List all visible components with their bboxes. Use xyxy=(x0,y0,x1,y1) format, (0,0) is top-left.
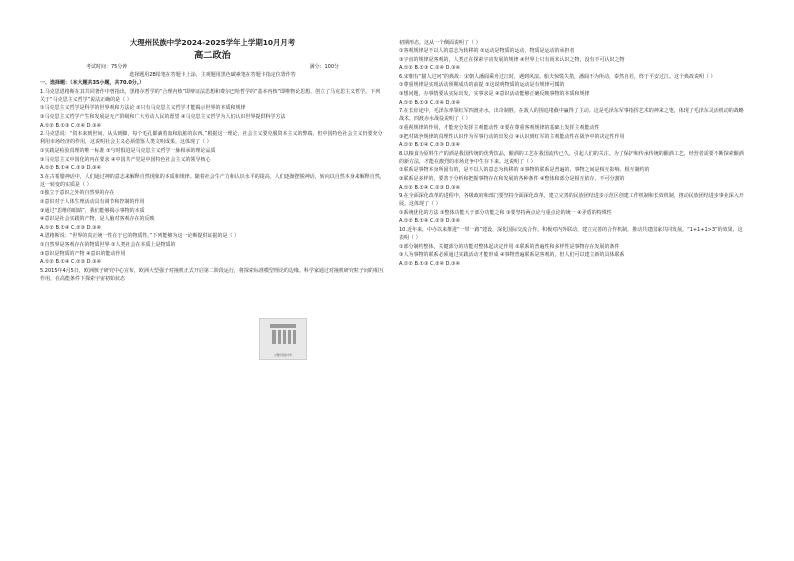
exam-title: 大理州民族中学2024-2025学年上学期10月月考 xyxy=(129,38,296,47)
question-line: 5.2015年4月5日，欧洲核子研究中心宣布，欧洲大型强子对撞机正式开启第二阶段运行，将探索标准模型理论的边缘。科学家通过对撞机研究粒子间的相互作用，在高能条件下探索宇宙初始状态 xyxy=(40,267,384,282)
question-line: ③人为事物的联系必须通过实践活动才能形成 ④事物普遍联系是客观的，但人们可以建立新的具体联系 xyxy=(399,252,625,259)
school-logo-icon xyxy=(268,322,298,348)
question-line: ①联系是事物本身所固有的，是不以人的意志为转移的 ②事物的联系是普遍的，事物之间是相互影响、相互制约的 xyxy=(399,167,650,174)
question-line: ①马克思主义哲学是科学的世界观和方法论 ②只有马克思主义哲学才能揭示世界的本质和规律 xyxy=(40,105,246,112)
question-line: 3.在古希腊神话中，人们通过神的意志来解释自然现象的本质和规律。随着社会生产力和认识水平的提高，人们逐渐摆脱神话，转向以自然本身来解释自然，这一转变的实质是（ ） xyxy=(40,173,385,188)
exam-subject: 高二政治 xyxy=(194,50,231,61)
right-column xyxy=(399,38,744,268)
question-line: 初期形态。这从一个侧面说明了（ ） xyxy=(399,39,481,46)
question-line: ③联系是多样的，要善于分析和把握事物存在和发展的各种条件 ④整体和部分是相互依存、不可分割的 xyxy=(399,176,625,182)
question-line: ④意识是社会实践的产物，是人脑对客观存在的反映 xyxy=(40,216,155,223)
question-line: A.①② B.①④ C.②③ D.③④ xyxy=(399,218,461,225)
question-line: A.①② B.①③ C.②④ D.③④ xyxy=(399,65,461,72)
question-line: A.①② B.①④ C.②③ D.③④ xyxy=(40,259,102,266)
question-line: 2.马克思说：“资本来到世间，从头到脚，每个毛孔都滴着血和肮脏的东西。”根据这一理论，社会主义要克服资本主义的弊端，但中国特色社会主义仍要充分利用市场经济的作用，这说明社会主义必须借鉴人类文明成果。这体现了（ ） xyxy=(40,131,383,146)
left-column xyxy=(40,38,385,283)
exam-score: 满分：100分 xyxy=(309,64,339,70)
question-line: ③意识是物质的产物 ④意识的能动作用 xyxy=(40,250,126,257)
question-line: 8.以粮食为原料生产的酒是我国传统的优秀饮品，酿酒的工艺在我国流传已久。引起人们的关注。为了保护和传承传统的酿酒工艺，经营者需要不断探索酿酒的新方法，才能在激烈的市场竞争中生存下来。这说明了（ ） xyxy=(399,150,744,165)
section-heading: 一、选择题：（本大题共35小题，共70.0分。） xyxy=(40,80,145,87)
question-line: ①实践是检验真理的唯一标准 ②与时俱进是马克思主义哲学一脉相承的理论品质 xyxy=(40,147,216,154)
question-line: ①尊重规律是实现活动预期成功的前提 ②这说明物质的运动是有规律可循的 xyxy=(399,82,565,89)
question-line: ②意识对于人体生理活动具有调节和控制的作用 xyxy=(40,199,145,205)
question-line: A.①② B.①③ C.②④ D.③④ xyxy=(399,260,461,267)
question-line: ①部分制约整体，关键部分的功能对整体起决定作用 ②联系的普遍性和多样性是事物存在发展的条件 xyxy=(399,243,620,250)
question-line: ③宇宙的规律是客观的，人类正在探索宇宙发展的规律 ④世界上只有尚未认识之物，没有不可认识之物 xyxy=(399,56,625,63)
question-line: 9.在全面深化改革的进程中，各级政府和部门要坚持全面深化改革，建立完善的民族团结进步示范区创建工作机制和长效机制，推动民族团结进步事业深入开展。这体现了（ ） xyxy=(399,193,744,208)
question-line: ③想问题，办事情要从实际出发，实事求是 ④意识活动能够正确反映事物的本质和规律 xyxy=(399,91,590,98)
question-line: ③马克思主义中国化的内在要求 ④中国共产党是中国特色社会主义的领导核心 xyxy=(40,156,211,163)
school-watermark-figure xyxy=(259,318,307,360)
question-line: A.①② B.①③ C.②④ D.③④ xyxy=(40,122,102,129)
question-line: 1.马克思恩格斯在其共同著作中曾指出，黑格尔哲学的“合理内核”即辩证法思想和费尔巴哈哲学的“基本内核”即唯物论思想，创立了马克思主义哲学。下列关于“马克思主义哲学”说法正确的是（ ） xyxy=(40,88,381,103)
question-line: 7.在长征途中，毛泽东率领红军四渡赤水，出奇制胜，在敌人的围追堵截中赢得了主动。这是毛泽东军事指挥艺术的神来之笔，体现了毛泽东灵活机动的战略战术。四渡赤水战役说明了（ ） xyxy=(399,108,744,123)
question-line: A.①② B.①④ C.②③ D.③④ xyxy=(40,165,102,172)
question-line: ①系统优化的方法 ②整体功能大于部分功能之和 ③要坚持两点论与重点论的统一 ④矛盾的特殊性 xyxy=(399,209,612,216)
question-line: A.①② B.①④ C.②③ D.③④ xyxy=(40,224,102,231)
question-line: ①独立于意识之外的自然界的存在 xyxy=(40,190,115,197)
question-line: ①自然界是客观存在的物质世界 ②人类社会在本质上是物质的 xyxy=(40,241,176,248)
question-line: ③马克思主义哲学产生和发展是无产阶级和广大劳动人民的愿望 ④马克思主义哲学为人们认识世界提供科学方法 xyxy=(40,114,286,121)
question-line: ①重视规律的作用，才能充分发挥主观能动性 ②要在尊重客观规律的基础上发挥主观能动性 xyxy=(399,124,600,131)
question-line: ③把对战争规律的真理性认识作为军事行动的出发点 ④认识到红军的主观能动性在战争中的决定性作用 xyxy=(399,133,625,140)
exam-info xyxy=(40,63,385,71)
question-line: A.①② B.①④ C.②③ D.③④ xyxy=(399,142,461,149)
right-body xyxy=(399,39,744,269)
question-line: 6.宋朝有“猫人过河”的典故：宋朝人潘阆乘舟过江时，遇到风浪。船夫惊慌失措，潘阆不为所动，泰然自若，终于平安过江。这个典故说明（ ） xyxy=(399,73,716,80)
question-line: A.①② B.①③ C.②④ D.③④ xyxy=(399,99,461,106)
exam-time: 考试时间：75分钟 xyxy=(86,64,128,70)
question-line: A.①② B.①④ C.②③ D.③④ xyxy=(399,184,461,191)
question-line: ①客观规律是不以人的意志为转移的 ②运动是物质的运动，物质是运动的承担者 xyxy=(399,48,575,55)
left-body xyxy=(40,88,385,283)
exam-notice: 选择题用2B铅笔在答题卡上涂，主观题用黑色碳素笔在答题卡指定位置作答 xyxy=(129,72,296,79)
question-line: 4.恩格斯说：“世界的真正统一性在于它的物质性。”下列能够为这一论断提供证据的是（ ） xyxy=(40,233,240,240)
figure-caption: 大理州民族中学 xyxy=(273,354,293,357)
question-line: 10.近年来，中办以来推进“一带一路”建设，深化国际交流合作。积极对内外联动，建立完善的合作机制，推动共建国家共同发展。“1+1+1>3”的效果，这表明（ ） xyxy=(399,227,743,242)
question-line: ③通过“思维的眼睛”，我们能够揭示事物的本质 xyxy=(40,207,145,214)
